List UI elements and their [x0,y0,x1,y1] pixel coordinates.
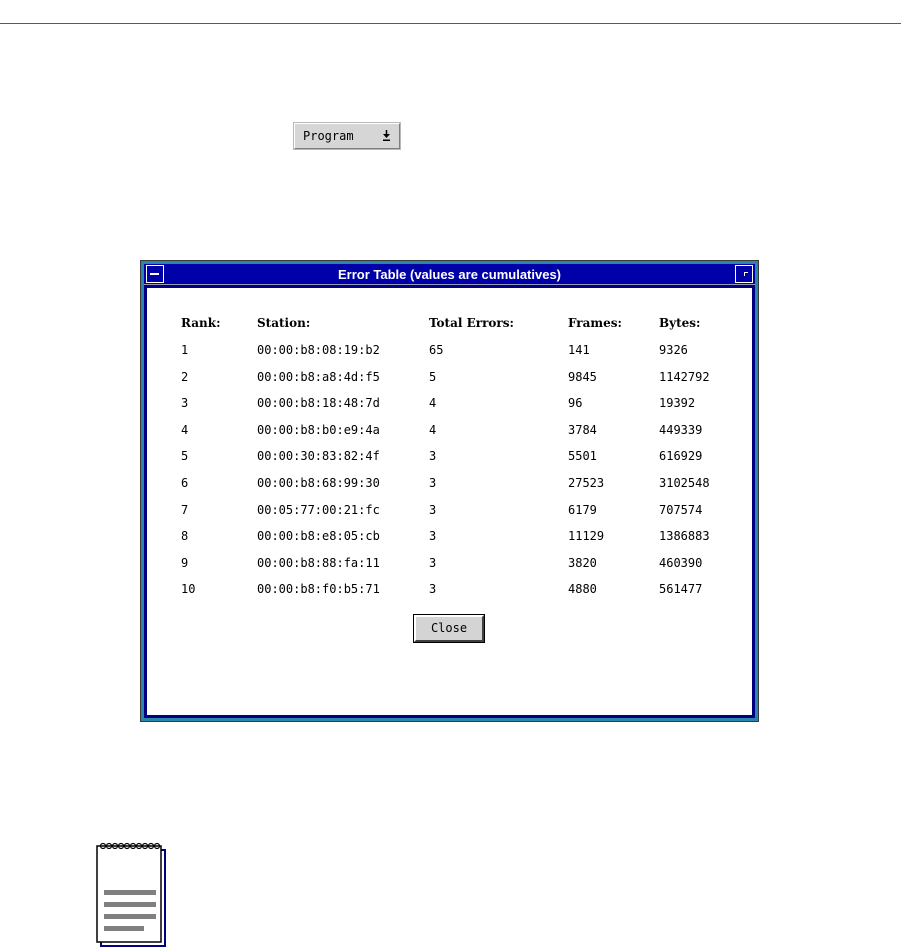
cell-station: 00:00:b8:08:19:b2 [257,343,380,357]
cell-rank: 6 [181,476,189,490]
cell-total-errors: 3 [429,529,437,544]
cell-rank: 4 [181,422,189,437]
cell-rank: 8 [181,529,189,544]
cell-rank: 1 [181,343,189,357]
close-button[interactable]: Close [414,615,484,642]
cell-frames: 11129 [568,529,605,544]
cell-station: 00:00:b8:18:48:7d [257,396,380,411]
column-header-total-errors: Total Errors: [429,316,514,330]
dropdown-arrow-icon [382,128,391,142]
cell-station: 00:00:b8:e8:05:cb [257,529,380,544]
cell-frames: 5501 [568,449,597,464]
cell-bytes: 19392 [659,396,696,411]
cell-total-errors: 65 [429,343,444,357]
cell-bytes: 449339 [659,422,703,437]
cell-rank: 10 [181,582,196,597]
cell-station: 00:00:b8:88:fa:11 [257,555,380,570]
cell-rank: 2 [181,369,189,384]
cell-rank: 3 [181,396,189,411]
program-select[interactable] [294,123,400,149]
cell-frames: 6179 [568,502,597,517]
program-select-value: Program [303,129,354,143]
column-header-frames: Frames: [568,316,622,330]
cell-total-errors: 3 [429,555,437,570]
cell-bytes: 707574 [659,502,703,517]
cell-station: 00:00:b8:68:99:30 [257,476,380,490]
cell-station: 00:05:77:00:21:fc [257,502,380,517]
column-header-station: Station: [257,316,311,330]
cell-frames: 27523 [568,476,605,490]
cell-station: 00:00:b8:b0:e9:4a [257,422,380,437]
dialog-title: Error Table (values are cumulatives) [337,267,562,282]
cell-total-errors: 3 [429,502,437,517]
dialog-frame [144,264,755,718]
cell-frames: 4880 [568,582,597,597]
cell-bytes: 1386883 [659,529,710,544]
cell-total-errors: 5 [429,369,437,384]
cell-total-errors: 3 [429,449,437,464]
cell-station: 00:00:30:83:82:4f [257,449,380,464]
cell-total-errors: 4 [429,396,437,411]
cell-bytes: 9326 [659,343,688,357]
cell-frames: 3784 [568,422,597,437]
cell-bytes: 3102548 [659,476,710,490]
column-header-rank: Rank: [181,316,221,330]
cell-bytes: 616929 [659,449,703,464]
cell-station: 00:00:b8:f0:b5:71 [257,582,380,597]
cell-frames: 9845 [568,369,597,384]
cell-total-errors: 4 [429,422,437,437]
cell-bytes: 561477 [659,582,703,597]
cell-rank: 5 [181,449,189,464]
cell-rank: 9 [181,555,189,570]
dialog-client-area [147,288,752,715]
cell-frames: 3820 [568,555,597,570]
cell-bytes: 1142792 [659,369,710,384]
cell-station: 00:00:b8:a8:4d:f5 [257,369,380,384]
notepad-icon [96,842,168,948]
restore-icon[interactable] [735,265,753,283]
cell-frames: 96 [568,396,583,411]
top-rule [0,23,901,24]
cell-total-errors: 3 [429,476,437,490]
title-bar[interactable] [144,264,755,285]
cell-rank: 7 [181,502,189,517]
cell-bytes: 460390 [659,555,703,570]
cell-frames: 141 [568,343,590,357]
cell-total-errors: 3 [429,582,437,597]
error-table-dialog [140,260,759,722]
column-header-bytes: Bytes: [659,316,701,330]
